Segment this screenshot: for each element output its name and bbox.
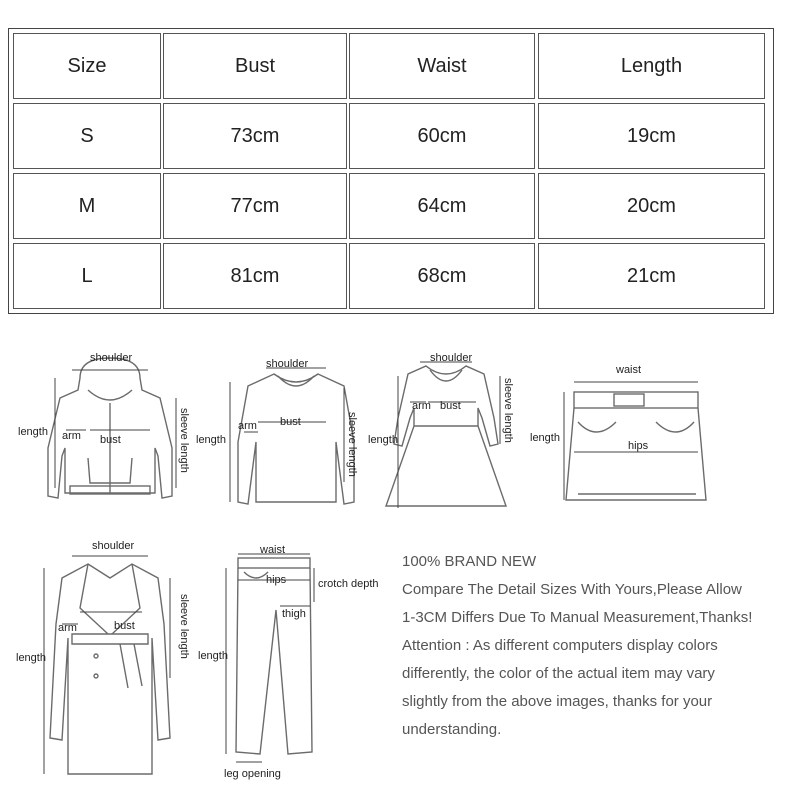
table-cell: L — [13, 243, 161, 309]
table-header-cell: Bust — [163, 33, 347, 99]
product-notice — [402, 548, 794, 744]
shoulder-label: shoulder — [430, 352, 473, 364]
table-cell: 19cm — [538, 103, 765, 169]
crotch-depth-label: crotch depth — [318, 578, 379, 590]
notice-line: understanding. — [402, 721, 502, 738]
hips-label: hips — [266, 574, 287, 586]
hoodie-diagram — [10, 348, 200, 518]
table-cell: 73cm — [163, 103, 347, 169]
skirt-diagram — [526, 362, 716, 512]
dress-diagram — [366, 348, 526, 518]
table-cell: 77cm — [163, 173, 347, 239]
coat-diagram — [10, 538, 200, 788]
arm-label: arm — [58, 622, 77, 634]
thigh-label: thigh — [282, 608, 306, 620]
arm-label: arm — [412, 400, 431, 412]
table-cell: M — [13, 173, 161, 239]
length-label: length — [530, 432, 560, 444]
table-cell: 20cm — [538, 173, 765, 239]
notice-line: slightly from the above images, thanks for your — [402, 693, 713, 710]
notice-line: Compare The Detail Sizes With Yours,Please Allow — [402, 581, 742, 598]
shoulder-label: shoulder — [90, 352, 133, 364]
bust-label: bust — [100, 434, 121, 446]
length-label: length — [198, 650, 228, 662]
bust-label: bust — [280, 416, 301, 428]
hips-label: hips — [628, 440, 649, 452]
table-header-cell: Size — [13, 33, 161, 99]
table-header-cell: Waist — [349, 33, 535, 99]
notice-line: 100% BRAND NEW — [402, 553, 537, 570]
waist-label: waist — [616, 364, 642, 376]
table-cell: 68cm — [349, 243, 535, 309]
bust-label: bust — [440, 400, 461, 412]
notice-line: differently, the color of the actual item may vary — [402, 665, 715, 682]
table-cell: 64cm — [349, 173, 535, 239]
length-label: length — [368, 434, 398, 446]
sleeve-length-label: sleeve length — [178, 594, 190, 659]
table-cell: 60cm — [349, 103, 535, 169]
table-cell: 21cm — [538, 243, 765, 309]
shoulder-label: shoulder — [266, 358, 309, 370]
bust-label: bust — [114, 620, 135, 632]
length-label: length — [196, 434, 226, 446]
table-cell: S — [13, 103, 161, 169]
sleeve-length-label: sleeve length — [346, 412, 358, 477]
table-cell: 81cm — [163, 243, 347, 309]
sleeve-length-label: sleeve length — [178, 408, 190, 473]
table-header-cell: Length — [538, 33, 765, 99]
arm-label: arm — [238, 420, 257, 432]
notice-line: 1-3CM Differs Due To Manual Measurement,Thanks! — [402, 609, 753, 626]
sweater-diagram — [196, 352, 386, 512]
shoulder-label: shoulder — [92, 540, 135, 552]
waist-label: waist — [260, 544, 286, 556]
length-label: length — [18, 426, 48, 438]
leg-opening-label: leg opening — [224, 768, 281, 780]
arm-label: arm — [62, 430, 81, 442]
size-table — [8, 28, 774, 314]
length-label: length — [16, 652, 46, 664]
sleeve-length-label: sleeve length — [502, 378, 514, 443]
pants-diagram — [196, 540, 396, 790]
notice-line: Attention : As different computers display colors — [402, 637, 718, 654]
